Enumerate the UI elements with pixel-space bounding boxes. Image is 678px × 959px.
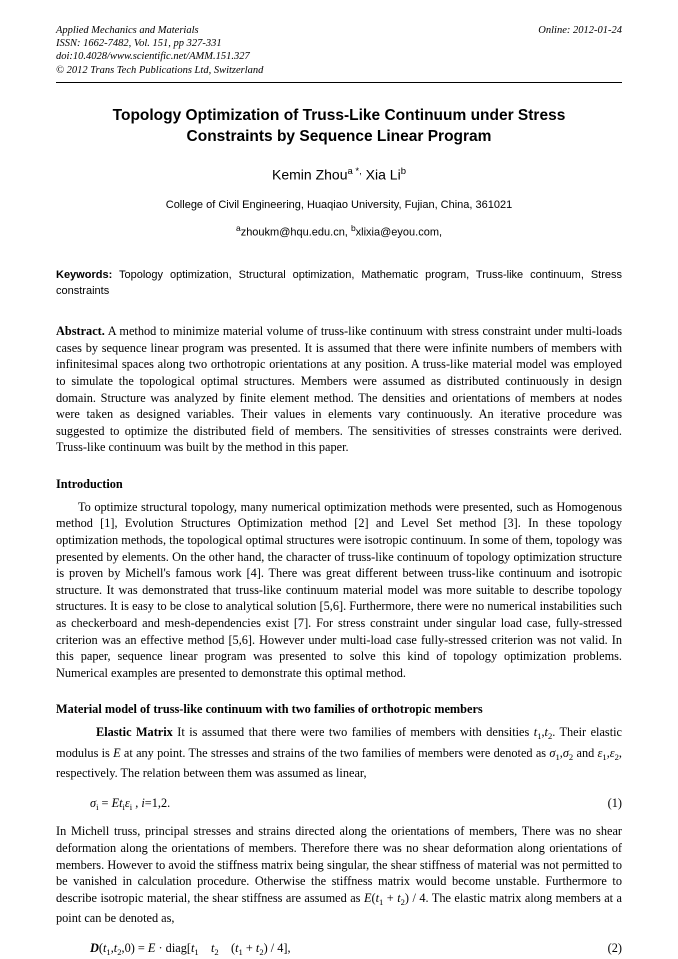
elastic-matrix-text-1: It is assumed that there were two families of members with densities (177, 725, 530, 740)
math-epsilon: $\varepsilon_1,\varepsilon_2$ (597, 745, 619, 762)
michell-truss-text-1: In Michell truss, principal stresses and strains directed along the orientations of members, There was no shear deformation along the orientations of members. Therefore there was no shear deformation along orientations of members. However to avoid the stiffness matrix being singular, the shear stiffness of material was not permitted to be vanished in calculation procedure. Otherwise the stiffness matrix would become unstable. Furthermore to describe isotropic material, the shear stiffness are assumed as (56, 824, 622, 905)
keywords-block (56, 267, 622, 299)
section-heading-material-model: Material model of truss-like continuum with two families of orthotropic members (56, 702, 483, 717)
keywords-text: Topology optimization, Structural optimization, Mathematic program, Truss-like continuum, Stress constraints (56, 269, 623, 298)
author-1-name: Kemin Zhou (272, 166, 348, 183)
email-2: xlixia@eyou.com, (355, 227, 443, 240)
michell-truss-paragraph (56, 823, 622, 926)
abstract-label: Abstract. (56, 324, 105, 339)
journal-header (56, 24, 622, 83)
journal-name: Applied Mechanics and Materials (56, 25, 199, 36)
page-title: Topology Optimization of Truss-Like Continuum under Stress Constraints by Sequence Linear Program (112, 106, 566, 145)
online-date: Online: 2012-01-24 (538, 25, 622, 36)
math-shear-stiffness: $E(t_1 + t_2) / 4$ (363, 890, 426, 907)
author-2-name: Xia Li (365, 166, 401, 183)
journal-copyright: © 2012 Trans Tech Publications Ltd, Switzerland (56, 64, 264, 76)
email-1: zhoukm@hqu.edu.cn, (240, 227, 348, 240)
email-1-marker: a (235, 223, 241, 234)
introduction-paragraph: To optimize structural topology, many numerical optimization methods were presented, such as Homogenous method [1], Evolution Structures Optimization method [2] and Level Set method [3]. In these topology optimization methods, the topological optimal structures were isotropic continuum. In some of them, topology was presented by elements. On the other hand, the character of truss-like continuum of topology optimization structure is proven by Michell's famous work [4]. There was great different between truss-like continuum and isotropic structure. It was demonstrated that truss-like continuum material model was more suitable to describe topology structures. It is easy to be close to analytical solution [5,6]. Furthermore, there were no numerical instabilities such as checkerboard and mesh-dependencies exist [7]. For stress constraint under singular load case, fully-stressed criterion was an effective method [5,6]. However under multi-load case fully-stressed criterion was not valid. In this paper, sequence linear program was presented to solve this kind of topology optimization problems. Numerical examples are presented to demonstrate this optimal method. (56, 499, 622, 680)
elastic-matrix-text-2: . Their elastic modulus is (56, 725, 622, 760)
affiliation: College of Civil Engineering, Huaqiao University, Fujian, China, 361021 (165, 199, 513, 212)
keywords-label: Keywords: (56, 269, 113, 282)
journal-doi: doi:10.4028/www.scientific.net/AMM.151.327 (56, 51, 250, 63)
journal-header-left (56, 24, 476, 77)
abstract-block (56, 323, 622, 456)
elastic-matrix-paragraph (56, 724, 622, 781)
equation-2-number: (2) (607, 940, 622, 955)
email-2-marker: b (350, 223, 356, 234)
math-E: E (113, 745, 121, 760)
section-heading-introduction: Introduction (56, 476, 123, 491)
journal-issn: ISSN: 1662-7482, Vol. 151, pp 327-331 (56, 38, 222, 50)
math-sigma: $\sigma_1,\sigma_2$ (549, 745, 574, 762)
header-divider (56, 82, 622, 83)
elastic-matrix-label: Elastic Matrix (96, 725, 173, 740)
author-list (56, 166, 622, 183)
elastic-matrix-text-3: at any point. The stresses and strains of the two families of members were denoted as (123, 745, 547, 760)
equation-1: $\sigma_i = Et_i\varepsilon_i$ , i=1,2. (1) (90, 795, 622, 812)
author-1-marker: a *, (347, 165, 362, 177)
page-content (56, 24, 622, 959)
elastic-matrix-text-4: and (576, 745, 595, 760)
equation-1-number: (1) (607, 795, 622, 810)
abstract-text: A method to minimize material volume of truss-like continuum with stress constraint under multi-loads cases by sequence linear program was presented. It is assumed that there were infinite numbers of members with infinitesimal spaces along two orthotropic orientations at any position. A truss-like material model was employed to simulate the topological optimal structures. Members were assumed as distributed continuously in design domain. Structure was analyzed by finite element method. The densities and orientations of members at nodes were taken as designed variables. Their values in elements vary continuously. An iterative procedure was suggested to optimize the distributed field of members. The sensitivities of stresses constraints were derived. Truss-like continuum was built by the method in this paper. (56, 324, 622, 455)
math-densities: $t_1,t_2$ (533, 725, 553, 742)
equation-2: $D(t_1,t_2,0) = E$ · $diag[t_1$ $t_2$ $(t_1 + t_2) / 4$], (2) (90, 940, 622, 957)
author-emails (56, 223, 622, 239)
elastic-matrix-text-5: , respectively. The relation between them was assumed as linear, (56, 745, 622, 781)
michell-truss-text-2: . The elastic matrix along members at a point can be denoted as, (56, 890, 623, 926)
author-2-marker: b (400, 165, 406, 177)
